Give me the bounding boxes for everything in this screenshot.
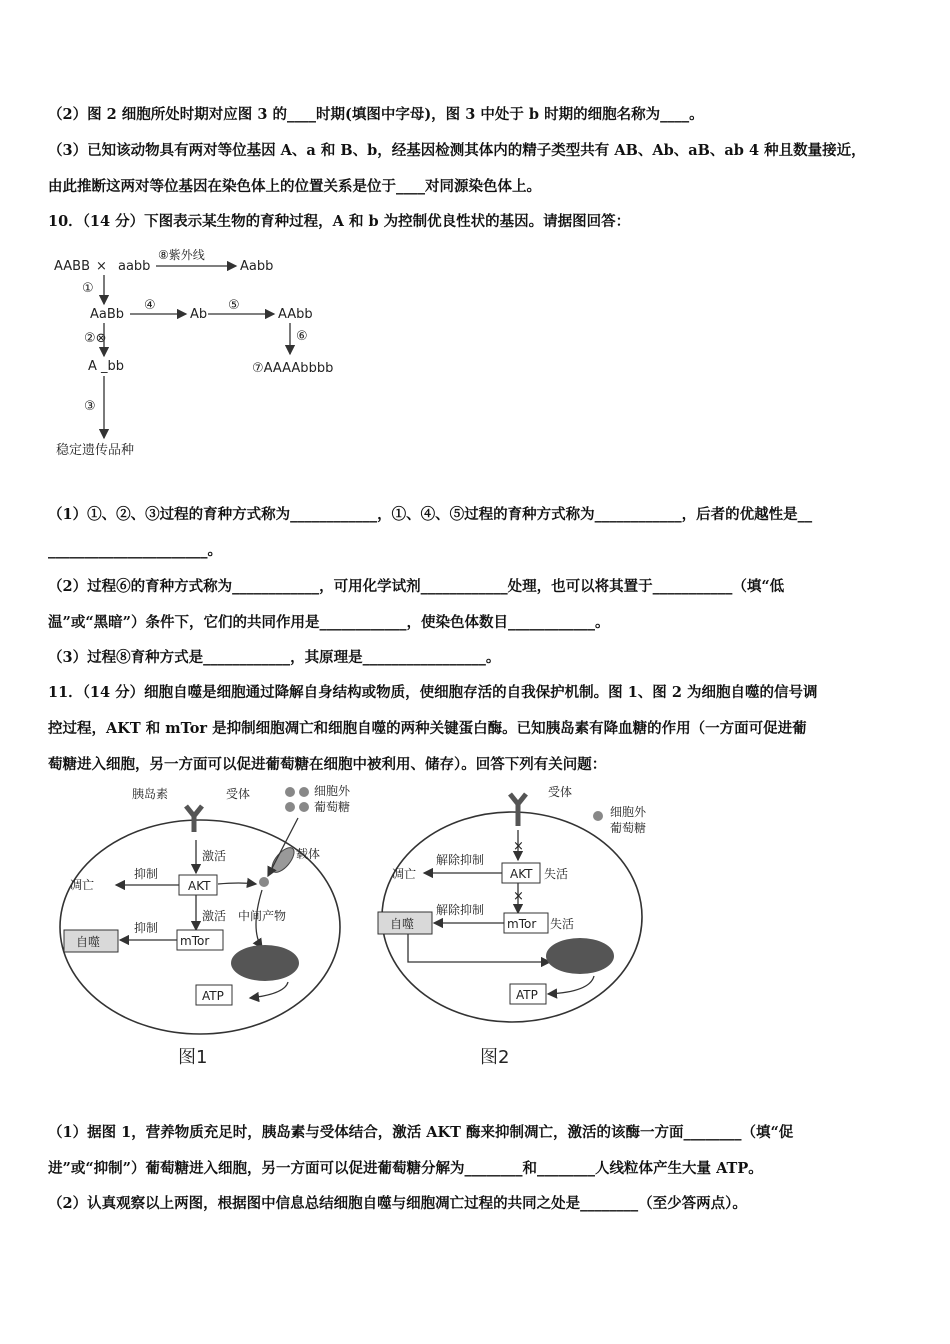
atp-label-2: ATP — [516, 988, 538, 1002]
selected-a-bb: A _bb — [88, 359, 125, 374]
q11-heading-line1: 11．（14 分）细胞自噬是细胞通过降解自身结构或物质，使细胞存活的自我保护机制。图 1、图 2 为细胞自噬的信号调 — [48, 684, 818, 701]
akt-label: AKT — [188, 879, 211, 893]
parent-aabb: AABB — [54, 259, 90, 274]
q11-heading-line3: 萄糖进入细胞，另一方面可以促进葡萄糖在细胞中被利用、储存）。回答下列有关问题： — [48, 756, 607, 773]
glucose-label-2: 葡萄糖 — [314, 800, 351, 814]
inactive-label-2: 失活 — [550, 917, 575, 931]
receptor-label: 受体 — [226, 787, 251, 801]
step4-label: ④ — [144, 298, 156, 313]
activate-label-1: 激活 — [202, 849, 227, 863]
mitochondrion-icon — [231, 945, 299, 981]
glucose-label-2-1: 细胞外 — [610, 805, 647, 819]
step8-uv-label: ⑧紫外线 — [158, 248, 205, 262]
figure-1 — [50, 780, 380, 1080]
apoptosis-label: 凋亡 — [70, 878, 95, 892]
glucose-dot-2 — [593, 811, 603, 821]
q11-part2: （2）认真观察以上两图，根据图中信息总结细胞自噬与细胞凋亡过程的共同之处是________（至少答两点）。 — [48, 1195, 747, 1212]
q9-part2: （2）图 2 细胞所处时期对应图 3 的____时期(填图中字母)，图 3 中处于 b 时期的细胞名称为____。 — [48, 106, 704, 123]
carrier-label: 载体 — [296, 847, 321, 861]
q9-part3-line1: （3）已知该动物具有两对等位基因 A、a 和 B、b，经基因检测其体内的精子类型共有 AB、Ab、aB、ab 4 种且数量接近， — [48, 142, 866, 159]
mitochondrion-icon-2 — [546, 938, 614, 974]
q10-heading: 10．（14 分）下图表示某生物的育种过程，A 和 b 为控制优良性状的基因。请据图回答： — [48, 213, 631, 230]
step2-self-label: ②⊗ — [84, 331, 107, 346]
inactive-label-1: 失活 — [544, 867, 569, 881]
step1-label: ① — [82, 281, 94, 296]
akt-label-2: AKT — [510, 867, 533, 881]
q10-part1-line2: ______________________。 — [48, 542, 222, 559]
q11-part1-line2: 进”或“抑制”）葡萄糖进入细胞，另一方面可以促进葡萄糖分解为________和________人线粒体产生大量 ATP。 — [48, 1160, 763, 1177]
step7-polyploid: ⑦AAAAbbbb — [252, 361, 334, 376]
mtor-label: mTor — [180, 934, 210, 948]
mutant-aabb: Aabb — [240, 259, 274, 274]
q10-part2-line2: 温”或“黑暗”）条件下，它们的共同作用是____________，使染色体数目____________。 — [48, 614, 610, 631]
activate-label-2: 激活 — [202, 909, 227, 923]
haploid-ab: Ab — [190, 307, 208, 322]
release-inhibit-label-1: 解除抑制 — [436, 853, 485, 867]
figure-1-caption: 图1 — [178, 1047, 208, 1068]
intermediate-label: 中间产物 — [238, 909, 287, 923]
q10-part1-line1: （1）①、②、③过程的育种方式称为____________，①、④、⑤过程的育种方式称为____________，后者的优越性是__ — [48, 506, 813, 523]
q10-part2-line1: （2）过程⑥的育种方式称为____________，可用化学试剂____________处理，也可以将其置于___________（填“低 — [48, 578, 785, 595]
svg-text:×: × — [513, 889, 524, 904]
figure-2-caption: 图2 — [480, 1047, 510, 1068]
q11-part1-line1: （1）据图 1，营养物质充足时，胰岛素与受体结合，激活 AKT 酶来抑制凋亡，激活的该酶一方面________（填“促 — [48, 1124, 794, 1141]
insulin-label: 胰岛素 — [132, 787, 169, 801]
autophagy-label: 自噬 — [76, 935, 101, 949]
glucose-label-1: 细胞外 — [314, 784, 351, 798]
f1-aabb: AaBb — [90, 307, 125, 322]
breeding-diagram — [48, 248, 348, 468]
q10-part3: （3）过程⑧育种方式是____________，其原理是_________________。 — [48, 649, 501, 666]
stable-variety: 稳定遗传品种 — [56, 443, 135, 458]
autophagy-label-2: 自噬 — [390, 917, 415, 931]
q9-part3-line2: 由此推断这两对等位基因在染色体上的位置关系是位于____对同源染色体上。 — [48, 178, 541, 195]
receptor-icon-2 — [510, 794, 526, 826]
doubled-aabb: AAbb — [278, 307, 313, 322]
receptor-icon — [186, 806, 202, 832]
cross-sign: × — [96, 259, 107, 274]
release-inhibit-label-2: 解除抑制 — [436, 903, 485, 917]
carrier-icon — [268, 844, 298, 876]
svg-text:×: × — [513, 839, 524, 854]
apoptosis-label-2: 凋亡 — [392, 867, 417, 881]
inhibit-label-1: 抑制 — [134, 867, 159, 881]
step3-label: ③ — [84, 399, 96, 414]
glucose-dots — [259, 787, 309, 887]
q11-heading-line2: 控过程，AKT 和 mTor 是抑制细胞凋亡和细胞自噬的两种关键蛋白酶。已知胰岛素有降血糖的作用（一方面可促进葡 — [48, 720, 807, 737]
receptor-label-2: 受体 — [548, 785, 573, 799]
step6-label: ⑥ — [296, 329, 308, 344]
inhibit-label-2: 抑制 — [134, 921, 159, 935]
parent-aabb-recessive: aabb — [118, 259, 151, 274]
step5-label: ⑤ — [228, 298, 240, 313]
glucose-label-2-2: 葡萄糖 — [610, 821, 647, 835]
figure-2 — [372, 780, 672, 1080]
mtor-label-2: mTor — [507, 917, 537, 931]
atp-label: ATP — [202, 989, 224, 1003]
